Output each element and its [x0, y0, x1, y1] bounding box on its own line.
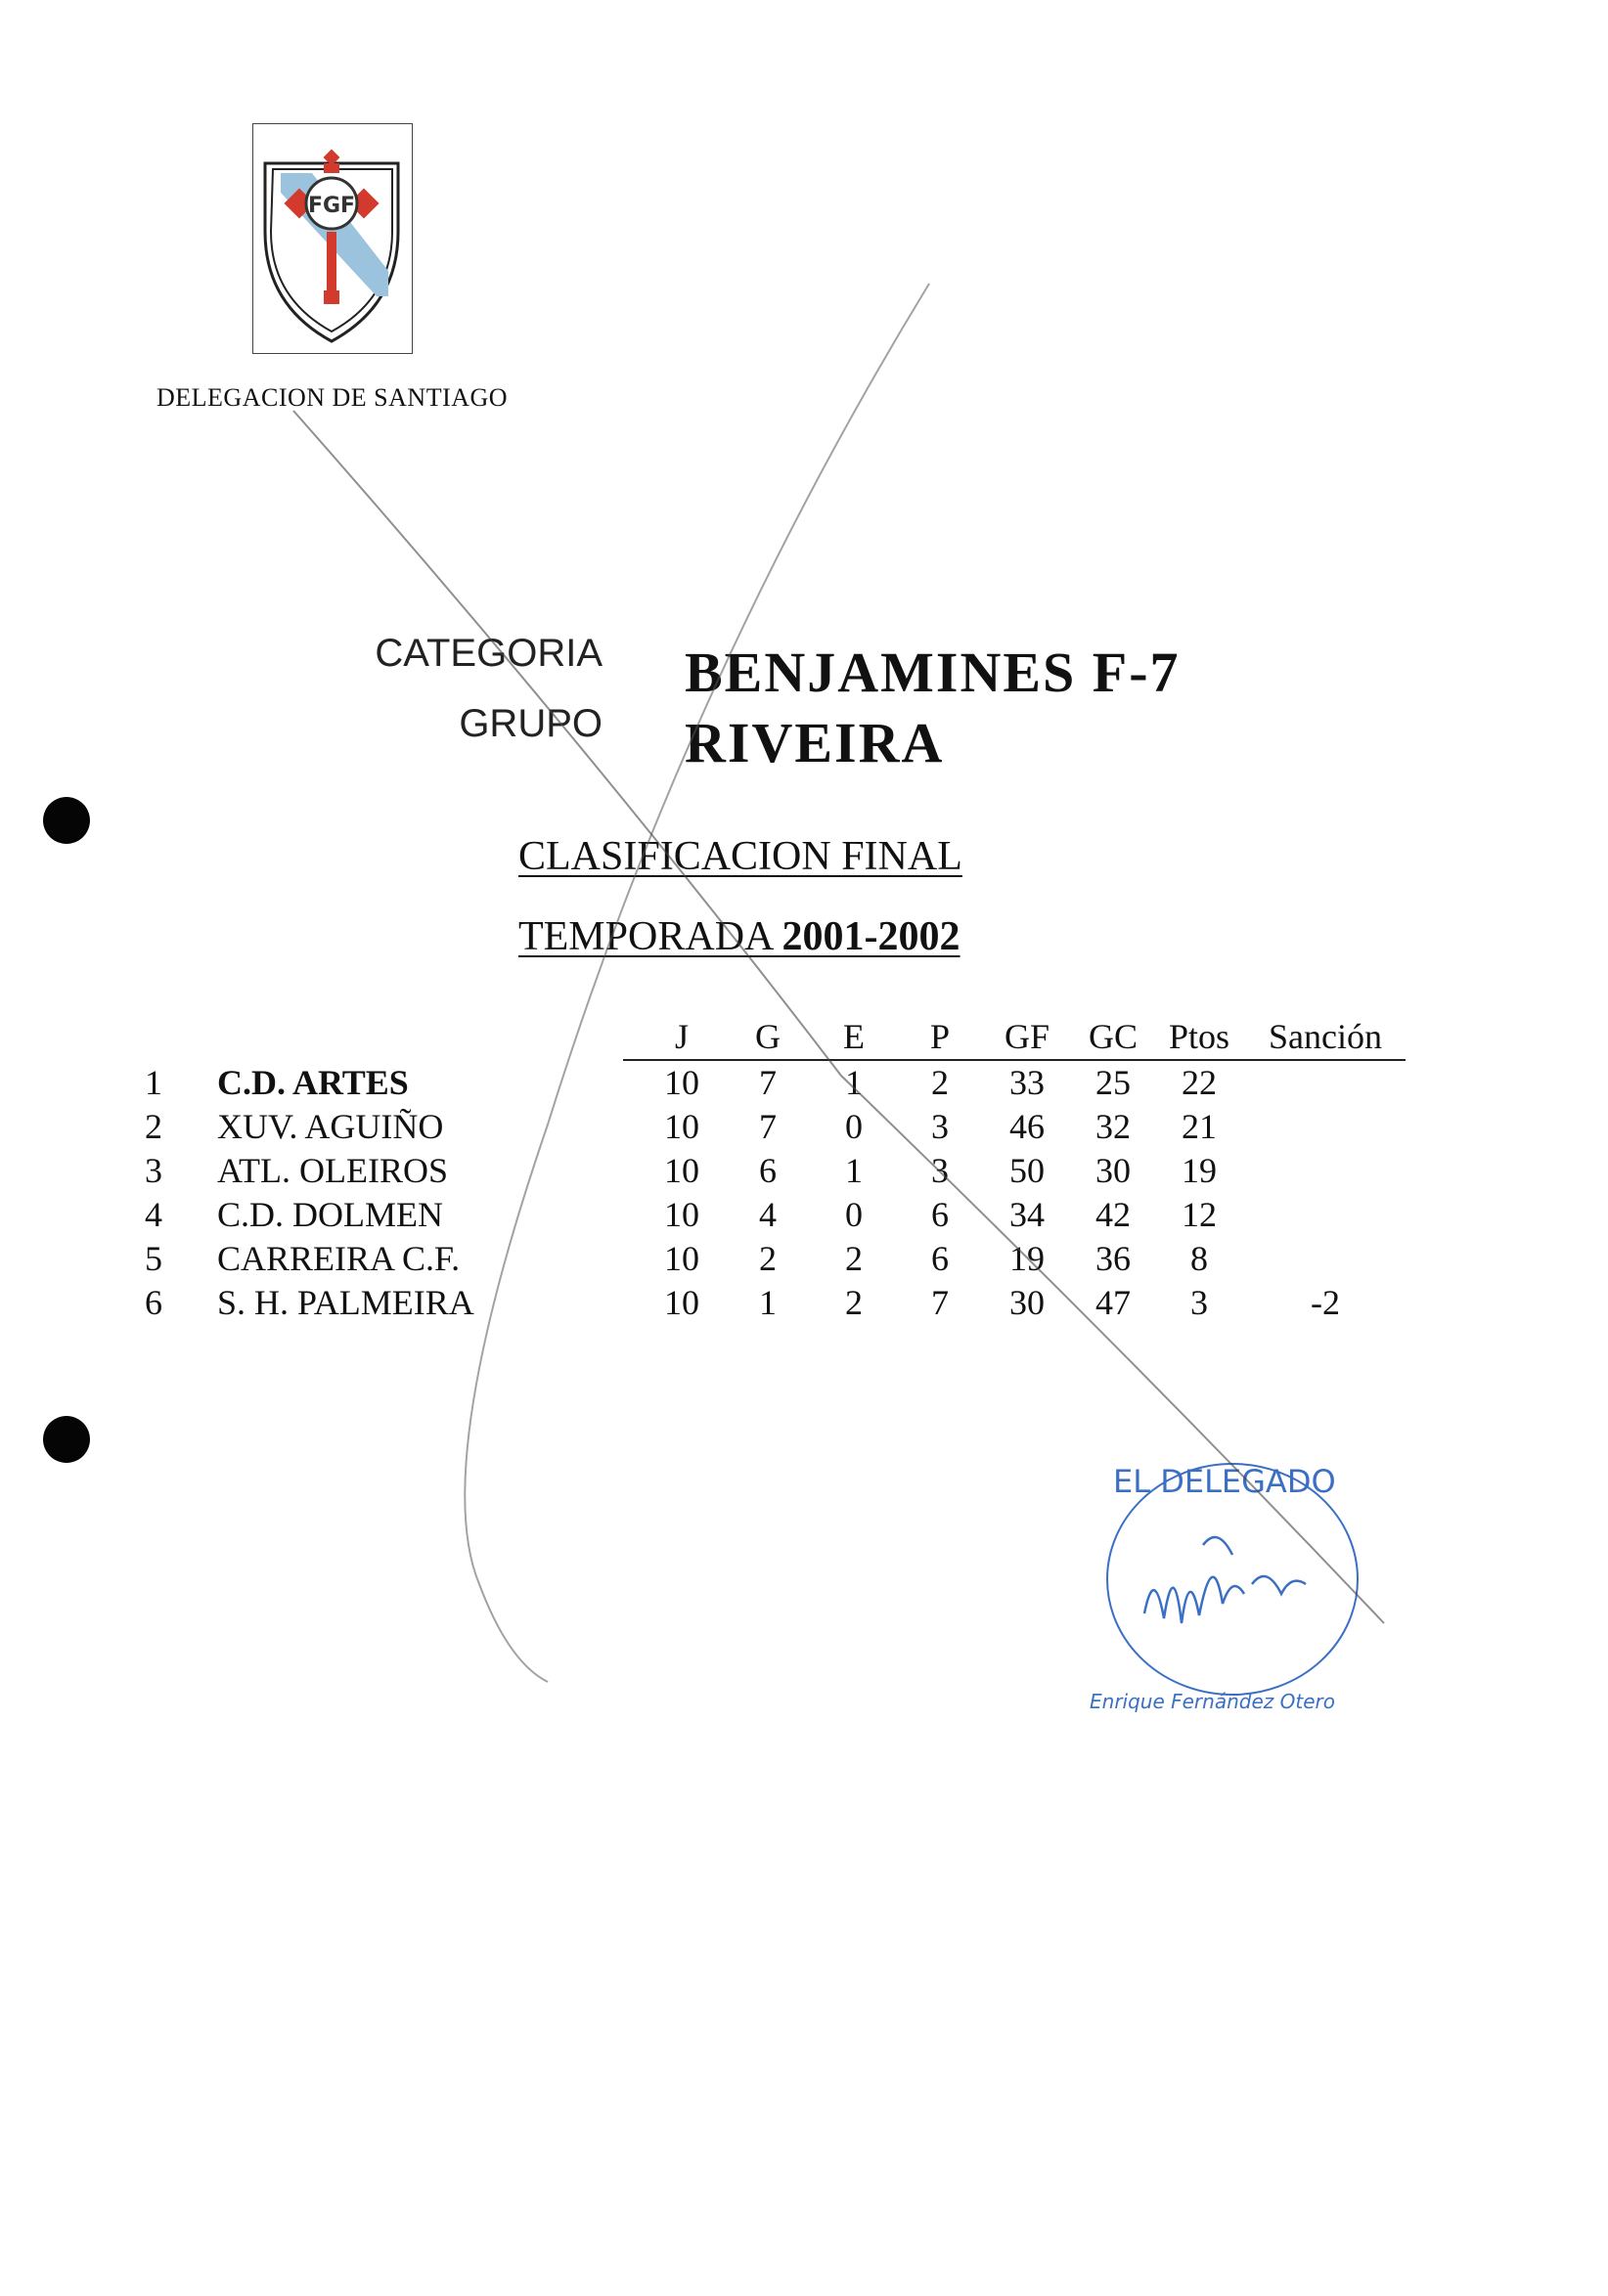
row-ptos: 8: [1190, 1239, 1208, 1278]
row-gc: 25: [1095, 1063, 1131, 1102]
categoria-label: CATEGORIA: [375, 632, 603, 675]
row-g: 7: [759, 1107, 777, 1146]
row-ptos: 19: [1182, 1151, 1217, 1190]
row-j: 10: [664, 1151, 699, 1190]
row-position: 1: [145, 1063, 162, 1102]
categoria-value: BENJAMINES F-7: [685, 640, 1181, 704]
row-gc: 30: [1095, 1151, 1131, 1190]
signature-scribble: [1144, 1537, 1306, 1623]
row-team: C.D. ARTES: [217, 1063, 409, 1102]
col-header-j: J: [674, 1017, 689, 1056]
organization-name: DELEGACION DE SANTIAGO: [156, 383, 509, 412]
row-g: 2: [759, 1239, 777, 1278]
row-gf: 30: [1009, 1283, 1045, 1322]
row-team: ATL. OLEIROS: [217, 1151, 448, 1190]
temporada-value: 2001-2002: [782, 914, 960, 959]
row-p: 3: [931, 1107, 949, 1146]
temporada-title: [518, 913, 960, 960]
row-g: 6: [759, 1151, 777, 1190]
table-row: [137, 1061, 1408, 1105]
row-p: 3: [931, 1151, 949, 1190]
table-row: [137, 1237, 1408, 1281]
grupo-label: GRUPO: [459, 702, 603, 745]
stamp-name: Enrique Fernández Otero: [1090, 1690, 1335, 1713]
row-position: 3: [145, 1151, 162, 1190]
punch-hole-bottom: [43, 1416, 90, 1463]
row-team: CARREIRA C.F.: [217, 1239, 461, 1278]
row-p: 6: [931, 1239, 949, 1278]
row-p: 2: [931, 1063, 949, 1102]
table-row: [137, 1193, 1408, 1237]
row-p: 6: [931, 1195, 949, 1234]
logo-frame: [252, 123, 413, 354]
standings-table: [137, 1015, 1408, 1325]
row-gf: 34: [1009, 1195, 1045, 1234]
row-gf: 19: [1009, 1239, 1045, 1278]
table-row: [137, 1149, 1408, 1193]
row-j: 10: [664, 1107, 699, 1146]
row-ptos: 12: [1182, 1195, 1217, 1234]
row-position: 6: [145, 1283, 162, 1322]
row-e: 2: [845, 1239, 863, 1278]
row-position: 2: [145, 1107, 162, 1146]
logo-letters: FGF: [307, 194, 356, 218]
table-row: [137, 1105, 1408, 1149]
col-header-gc: GC: [1088, 1017, 1138, 1056]
row-gc: 32: [1095, 1107, 1131, 1146]
row-gf: 50: [1009, 1151, 1045, 1190]
row-g: 4: [759, 1195, 777, 1234]
row-e: 1: [845, 1063, 863, 1102]
table-header: [623, 1015, 1406, 1061]
row-ptos: 3: [1190, 1283, 1208, 1322]
row-ptos: 21: [1182, 1107, 1217, 1146]
row-ptos: 22: [1182, 1063, 1217, 1102]
row-j: 10: [664, 1283, 699, 1322]
col-header-p: P: [929, 1017, 951, 1056]
col-header-gf: GF: [1004, 1017, 1050, 1056]
row-gc: 36: [1095, 1239, 1131, 1278]
row-p: 7: [931, 1283, 949, 1322]
table-row: [137, 1281, 1408, 1325]
row-team: S. H. PALMEIRA: [217, 1283, 474, 1322]
col-header-e: E: [843, 1017, 865, 1056]
row-position: 5: [145, 1239, 162, 1278]
delegate-stamp: [1086, 1447, 1399, 1741]
table-body: [137, 1061, 1408, 1325]
punch-hole-top: [43, 797, 90, 844]
row-g: 1: [759, 1283, 777, 1322]
row-e: 0: [845, 1107, 863, 1146]
row-g: 7: [759, 1063, 777, 1102]
row-team: XUV. AGUIÑO: [217, 1107, 444, 1146]
row-e: 1: [845, 1151, 863, 1190]
col-header-g: G: [755, 1017, 781, 1056]
col-header-sancion: Sanción: [1269, 1017, 1382, 1056]
stamp-title: EL DELEGADO: [1113, 1463, 1336, 1500]
federation-shield-logo: [253, 124, 410, 351]
row-j: 10: [664, 1239, 699, 1278]
row-gc: 42: [1095, 1195, 1131, 1234]
row-team: C.D. DOLMEN: [217, 1195, 443, 1234]
col-header-ptos: Ptos: [1168, 1017, 1230, 1056]
row-gc: 47: [1095, 1283, 1131, 1322]
row-gf: 46: [1009, 1107, 1045, 1146]
clasificacion-title: CLASIFICACION FINAL: [518, 834, 962, 879]
row-sancion: -2: [1311, 1283, 1340, 1322]
temporada-label: TEMPORADA: [518, 914, 773, 959]
row-j: 10: [664, 1063, 699, 1102]
row-j: 10: [664, 1195, 699, 1234]
row-position: 4: [145, 1195, 162, 1234]
grupo-value: RIVEIRA: [685, 711, 945, 774]
row-e: 2: [845, 1283, 863, 1322]
row-e: 0: [845, 1195, 863, 1234]
row-gf: 33: [1009, 1063, 1045, 1102]
